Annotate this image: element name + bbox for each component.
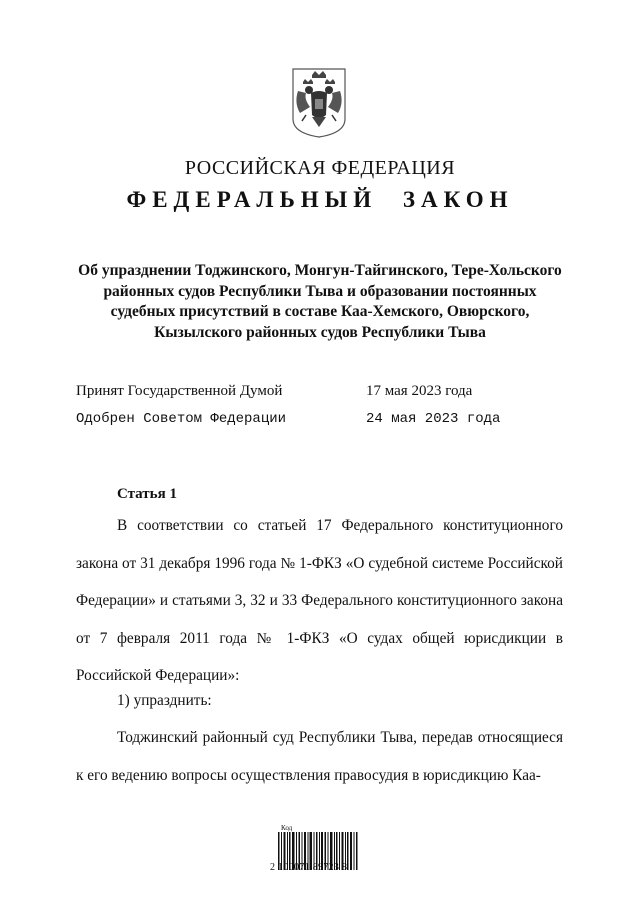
barcode-image	[270, 822, 362, 890]
country-name: РОССИЙСКАЯ ФЕДЕРАЦИЯ	[184, 157, 456, 179]
document-type: ФЕДЕРАЛЬНЫЙ ЗАКОН	[126, 187, 514, 212]
title-line: Об упразднении Тоджинского, Монгун-Тайгинского, Тере-Хольского	[78, 262, 562, 279]
law-title	[60, 261, 580, 343]
article-paragraph: В соответствии со статьей 17 Федерального конституционного закона от 31 декабря 1996 года № 1-ФКЗ «О судебной системе Российской Федерации» и статьями 3, 32 и 33 Федерального конституционного закона от 7 февраля 2011 года № 1-ФКЗ «О судах общей юрисдикции в Российской Федерации»:	[76, 517, 563, 684]
article-heading: Статья 1	[117, 486, 177, 502]
council-approval-date: 24 мая 2023 года	[366, 411, 501, 427]
article-paragraph: Тоджинский районный суд Республики Тыва, передав относящиеся к его ведению вопросы осуществления правосудия в юрисдикцию Каа-	[76, 729, 563, 784]
duma-adoption-date: 17 мая 2023 года	[366, 383, 473, 399]
title-line: Кызылского районных судов Республики Тыва	[154, 323, 486, 341]
title-line: районных судов Республики Тыва и образовании постоянных	[103, 282, 537, 300]
code-mark: Код	[281, 824, 293, 832]
barcode-number: 2 100071 89723 8	[270, 862, 348, 873]
title-line: судебных присутствий в составе Каа-Хемского, Овюрского,	[110, 303, 530, 320]
article-item: 1) упразднить:	[117, 692, 212, 709]
council-approval-label: Одобрен Советом Федерации	[76, 411, 287, 427]
duma-adoption-label: Принят Государственной Думой	[76, 383, 283, 399]
coat-of-arms-emblem	[290, 67, 348, 139]
